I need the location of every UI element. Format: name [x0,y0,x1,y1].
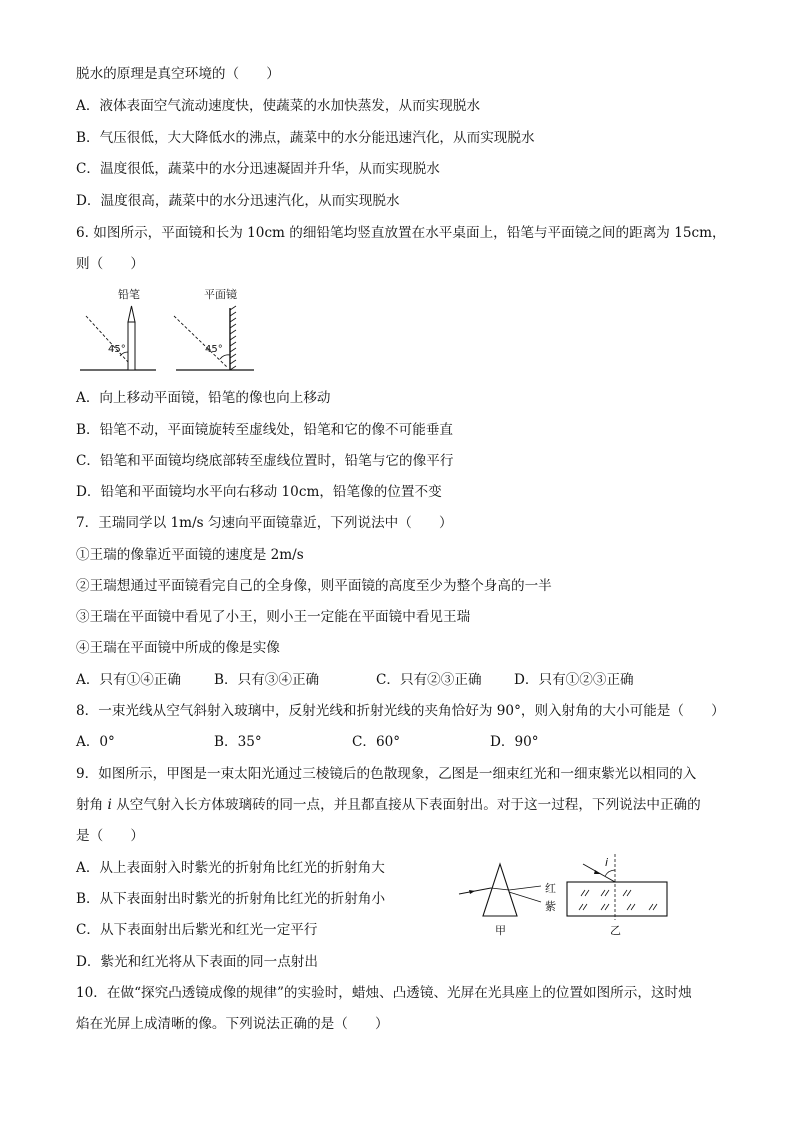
q9-stem-line2-part1: 射角 [76,797,108,813]
q7-option-a: A．只有①④正确 [76,672,181,688]
q6-dashed-right [174,316,228,368]
q7-option-b: B．只有③④正确 [214,672,320,688]
q7-option-d: D．只有①②③正确 [514,672,634,688]
q6-option-b: B．铅笔不动，平面镜旋转至虚线处，铅笔和它的像不可能垂直 [76,422,454,438]
q7-statement-2: ②王瑞想通过平面镜看完自己的全身像，则平面镜的高度至少为整个身高的一半 [76,578,552,594]
q6-label-mirror: 平面镜 [204,288,237,301]
q6-figure [76,282,266,377]
pencil-shape [128,306,135,370]
q5-option-c: C．温度很低，蔬菜中的水分迅速凝固并升华，从而实现脱水 [76,161,440,177]
q9-incidence-angle-symbol: i [107,797,112,813]
q9-stem-line2-part2: 从空气射入长方体玻璃砖的同一点，并且都直接从下表面射出。对于这一过程，下列说法中正确的 [111,797,701,813]
label-jia: 甲 [495,924,506,937]
q6-angle-left: 45° [108,344,126,355]
q5-option-b: B．气压很低，大大降低水的沸点，蔬菜中的水分能迅速汽化，从而实现脱水 [76,130,535,146]
q8-option-d: D．90° [490,734,539,750]
q5-stem: 脱水的原理是真空环境的（ ） [76,66,280,82]
q5-option-d: D．温度很高，蔬菜中的水分迅速汽化，从而实现脱水 [76,193,400,209]
q9-figure [455,850,685,940]
mirror-shape [230,306,236,370]
q8-stem: 8．一束光线从空气斜射入玻璃中，反射光线和折射光线的夹角恰好为 90°，则入射角的大小可能是（ ） [76,703,725,719]
q6-stem-line2: 则（ ） [76,256,144,272]
q9-option-c: C．从下表面射出后紫光和红光一定平行 [76,922,318,938]
q8-options [76,732,539,752]
q9-stem-line3: 是（ ） [76,828,144,844]
q5-option-a: A．液体表面空气流动速度快，使蔬菜的水加快蒸发，从而实现脱水 [76,98,481,114]
q7-statement-1: ①王瑞的像靠近平面镜的速度是 2m/s [76,547,304,563]
dispersed-ray-purple [509,892,541,902]
q9-option-a: A．从上表面射入时紫光的折射角比红光的折射角大 [76,860,385,876]
q10-stem-line2: 焰在光屏上成清晰的像。下列说法正确的是（ ） [76,1016,389,1032]
q7-option-c: C．只有②③正确 [376,672,482,688]
q7-options [76,670,634,690]
q6-dashed-left [86,316,128,362]
label-purple: 紫 [545,900,556,913]
q10-stem-line1: 10．在做“探究凸透镜成像的规律”的实验时，蜡烛、凸透镜、光屏在光具座上的位置如图所示，这时烛 [76,985,692,1001]
q6-angle-right: 45° [205,344,223,355]
label-i: i [605,856,609,869]
q8-option-b: B．35° [214,734,262,750]
q9-option-b: B．从下表面射出时紫光的折射角比红光的折射角小 [76,891,386,907]
q6-option-c: C．铅笔和平面镜均绕底部转至虚线位置时，铅笔与它的像平行 [76,453,454,469]
q9-option-d: D．紫光和红光将从下表面的同一点射出 [76,954,318,970]
q8-option-c: C．60° [352,734,401,750]
q9-stem-line1: 9．如图所示，甲图是一束太阳光通过三棱镜后的色散现象，乙图是一细束红光和一细束紫光以相同的入 [76,766,697,782]
label-red: 红 [545,882,556,895]
label-yi: 乙 [610,924,621,937]
glass-block [567,882,667,916]
q7-statement-3: ③王瑞在平面镜中看见了小王，则小王一定能在平面镜中看见王瑞 [76,609,471,625]
q6-stem-line1: 6. 如图所示，平面镜和长为 10cm 的细铅笔均竖直放置在水平桌面上，铅笔与平面镜之间的距离为 15cm， [76,225,726,241]
q6-option-a: A．向上移动平面镜，铅笔的像也向上移动 [76,390,331,406]
q9-stem-line2 [76,795,701,815]
q6-label-pencil: 铅笔 [118,288,140,301]
q8-option-a: A．0° [76,734,115,750]
dispersed-ray-red [509,886,541,890]
q7-statement-4: ④王瑞在平面镜中所成的像是实像 [76,640,280,656]
q6-option-d: D．铅笔和平面镜均水平向右移动 10cm，铅笔像的位置不变 [76,484,442,500]
q7-stem: 7．王瑞同学以 1m/s 匀速向平面镜靠近，下列说法中（ ） [76,515,453,531]
